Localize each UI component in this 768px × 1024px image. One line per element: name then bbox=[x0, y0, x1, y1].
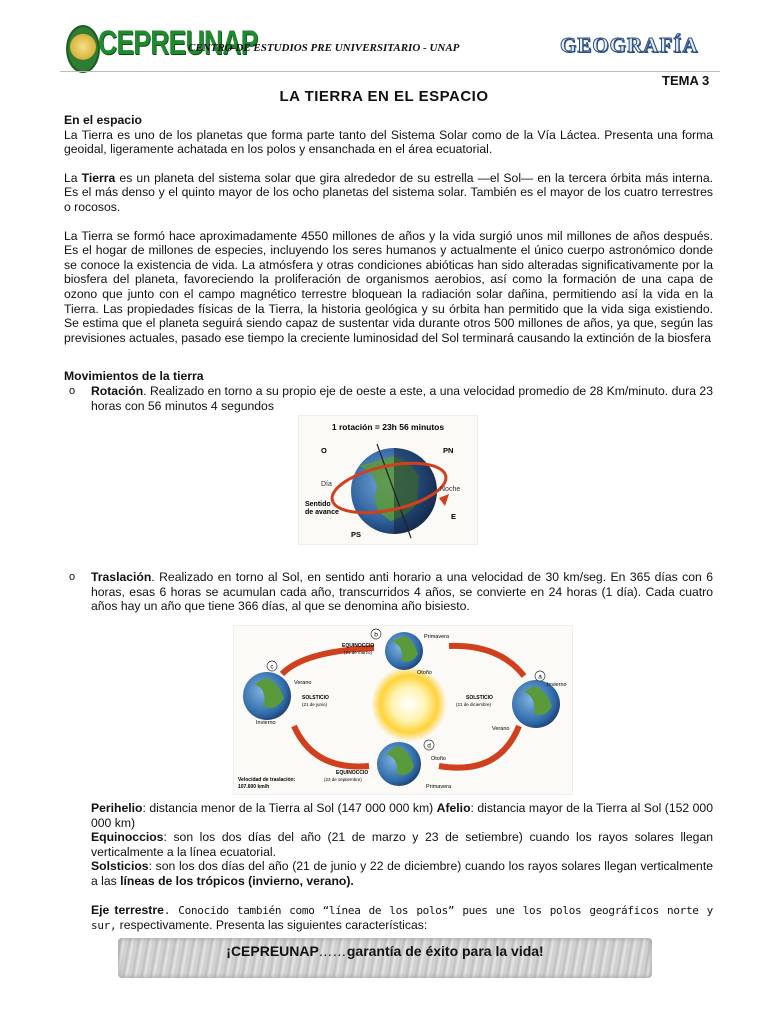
label-septiembre: (23 de septiembre) bbox=[324, 777, 362, 782]
institution-name: CENTRO DE ESTUDIOS PRE UNIVERSITARIO - UNAP bbox=[188, 42, 460, 54]
page-title: LA TIERRA EN EL ESPACIO bbox=[279, 88, 489, 105]
arrow-head bbox=[439, 494, 449, 506]
bold-term: Tierra bbox=[81, 170, 116, 185]
definitions-block bbox=[91, 801, 713, 934]
direction-label-1: Sentido bbox=[305, 501, 331, 508]
label-diciembre: (21 de diciembre) bbox=[456, 702, 492, 707]
text-run: : son los dos días del año (21 de junio y 22 de diciembre) cuando los rayos solares llegan verticalmente a las bbox=[91, 859, 713, 888]
label-velocidad: Velocidad de traslación: bbox=[238, 777, 296, 783]
label-marzo: (21 de marzo) bbox=[344, 650, 373, 655]
slogan-part: ¡CEPREUNAP bbox=[226, 943, 319, 959]
translation-diagram bbox=[233, 625, 573, 795]
rotation-diagram bbox=[298, 415, 478, 545]
label-primavera-top: Primavera bbox=[424, 634, 450, 640]
label-invierno-right: Invierno bbox=[547, 682, 567, 688]
orbit-arrow bbox=[439, 726, 519, 768]
bold-term: Rotación bbox=[91, 383, 144, 398]
paragraph: La Tierra se formó hace aproximadamente 4550 millones de años y la vida surgió unos mil millones de años después. Es el hogar de millones de especies, incluyendo los seres humanos y actualmente el único cuerpo astronómico donde se conoce la existencia de vida. La atmósfera y otras condiciones abióticas han sido alteradas significativamente por la biosfera del planeta, favoreciendo la proliferación de organismos aerobios, así como la formación de una capa de ozono que junto con el campo magnético terrestre bloquean la radiación solar dañina, permitiendo así la vida en la Tierra. Las propiedades físicas de la Tierra, la historia geológica y su órbita han permitido que la vida siga existiendo. Se estima que el planeta seguirá siendo capaz de sustentar vida durante otros 500 millones de años, ya que, según las previsiones actuales, pasado ese tiempo la creciente luminosidad del Sol terminará causando la extinción de la biosfera bbox=[64, 228, 713, 345]
subject-title: GEOGRAFÍA bbox=[560, 33, 699, 57]
label-equinoccio-bottom: EQUINOCCIO bbox=[336, 770, 369, 776]
bold-term: Equinoccios bbox=[91, 830, 164, 845]
definition-perihelio-afelio bbox=[91, 801, 713, 830]
definition-equinoccios bbox=[91, 830, 713, 859]
text-run: La bbox=[64, 170, 82, 185]
label-verano-left: Verano bbox=[294, 680, 312, 686]
label-otono-bottom: Otoño bbox=[431, 756, 446, 762]
marker-a-label: a bbox=[538, 673, 542, 681]
label-velocidad-value: 107.600 km/h bbox=[238, 784, 270, 790]
west-label: O bbox=[321, 446, 327, 455]
rotation-title: 1 rotación = 23h 56 minutos bbox=[331, 422, 445, 432]
east-label: E bbox=[451, 512, 457, 521]
south-pole-label: PS bbox=[351, 530, 362, 539]
list-item-translation bbox=[64, 570, 713, 614]
marker-b-label: b bbox=[374, 631, 378, 639]
slogan-dots: …… bbox=[318, 943, 347, 959]
bold-term: Eje terrestre bbox=[91, 902, 164, 917]
label-invierno-left: Invierno bbox=[256, 720, 276, 726]
header-divider bbox=[60, 71, 720, 72]
text-run: es un planeta del sistema solar que gira alrededor de su estrella —el Sol— en la tercera órbita más interna. Es el más denso y el quinto mayor de los ocho planetas del sistema solar. También es el mayor de los cuatro terrestres o rocosos. bbox=[64, 170, 713, 214]
bold-term: Solsticios bbox=[91, 859, 149, 874]
label-solsticio-left: SOLSTICIO bbox=[302, 695, 329, 701]
bullet-mark: o bbox=[69, 571, 76, 583]
orbit-arrow bbox=[449, 646, 524, 676]
logo-text: CEPREUNAP bbox=[98, 24, 258, 62]
bold-term: líneas de los trópicos (invierno, verano). bbox=[120, 873, 354, 888]
definition-solsticios bbox=[91, 859, 713, 888]
topic-number: TEMA 3 bbox=[662, 73, 710, 88]
label-otono-top: Otoño bbox=[417, 670, 432, 676]
night-side bbox=[394, 448, 437, 534]
bold-term: Afelio bbox=[436, 801, 471, 815]
paragraph: La Tierra es uno de los planetas que forma parte tanto del Sistema Solar como de la Vía Láctea. Presenta una forma geoidal, ligeramente achatada en los polos y ensanchada en el área ecuatorial. bbox=[64, 127, 713, 157]
day-label: Día bbox=[321, 481, 332, 488]
page-header bbox=[0, 0, 768, 88]
bold-term: Perihelio bbox=[91, 801, 143, 815]
text-run: . Conocido también como “línea de los polos” pues une los polos geográficos norte y sur, bbox=[91, 903, 714, 933]
text-run: : distancia mayor de la Tierra al Sol (152 000 000 km) bbox=[91, 801, 713, 830]
marker-c-label: c bbox=[270, 663, 274, 671]
translation-block bbox=[64, 570, 713, 614]
main-content bbox=[64, 113, 713, 413]
section-heading: En el espacio bbox=[64, 113, 142, 127]
section-heading: Movimientos de la tierra bbox=[64, 369, 204, 384]
orbit-arrow bbox=[294, 726, 369, 767]
list-item-rotation bbox=[64, 384, 713, 413]
paragraph bbox=[64, 171, 713, 215]
label-equinoccio-top: EQUINOCCIO bbox=[342, 643, 375, 649]
label-verano-right: Verano bbox=[492, 726, 510, 732]
definition-eje bbox=[91, 903, 713, 934]
label-junio: (21 de junio) bbox=[302, 702, 328, 707]
slogan-part: garantía de éxito para la vida! bbox=[346, 943, 544, 959]
cepreunap-seal-logo bbox=[66, 25, 100, 73]
text-run: . Realizado en torno a su propio eje de oeste a este, a una velocidad promedio de 28 Km/minuto. dura 23 horas con 56 minutos 4 segundos bbox=[91, 383, 713, 413]
bullet-mark: o bbox=[69, 384, 76, 397]
label-primavera-bottom: Primavera bbox=[426, 784, 452, 790]
rotation-diagram-svg bbox=[299, 416, 477, 544]
translation-diagram-svg bbox=[234, 626, 572, 794]
text-run: . Realizado en torno al Sol, en sentido anti horario a una velocidad de 30 km/seg. En 365 días con 6 horas, esas 6 horas se acumulan cada año, transcurridos 4 años, se convierte en 24 horas (1 día). Cada cuatro años hay un año que tiene 366 días, al que se denomina año bisiesto. bbox=[91, 570, 713, 614]
night-label: Noche bbox=[440, 486, 461, 493]
text-run: : distancia menor de la Tierra al Sol (147 000 000 km) bbox=[142, 801, 437, 815]
text-run: : son los dos días del año (21 de marzo y 23 de setiembre) cuando los rayos solares llegan verticalmente a la línea ecuatorial. bbox=[91, 830, 713, 859]
text-run: respectivamente. Presenta las siguientes características: bbox=[116, 918, 428, 933]
marker-d-label: d bbox=[427, 742, 431, 750]
footer-slogan bbox=[118, 943, 652, 959]
bold-term: Traslación bbox=[91, 570, 152, 584]
north-pole-label: PN bbox=[443, 446, 454, 455]
label-solsticio-right: SOLSTICIO bbox=[466, 695, 493, 701]
direction-label-2: de avance bbox=[305, 509, 339, 516]
sun bbox=[371, 666, 447, 742]
